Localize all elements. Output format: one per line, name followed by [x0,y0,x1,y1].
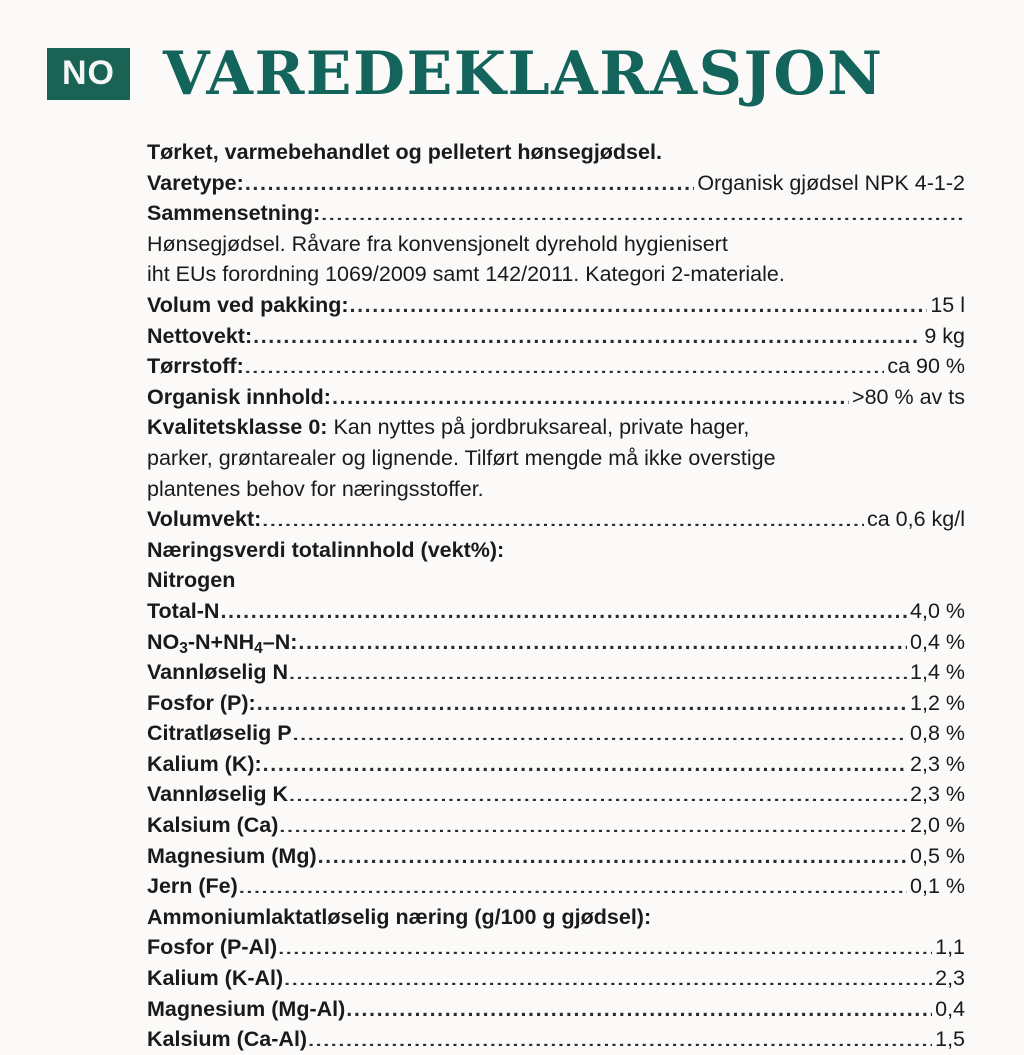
dot-leader [257,688,907,710]
al-value: 1,5 [935,1027,965,1052]
dot-leader [262,505,864,527]
row-value: ca 90 % [887,354,965,379]
nutrient-value: 0,8 % [910,721,965,746]
quality-class-line-1 [147,412,965,443]
al-row-fosfor-p-al [147,932,965,963]
dot-leader [245,168,695,190]
nutrient-label: Citratløselig P [147,721,292,746]
row-value: Organisk gjødsel NPK 4-1-2 [697,170,965,195]
row-value: 9 kg [924,323,965,348]
nutrient-row-vannloselig-n [147,657,965,688]
row-torrstoff [147,351,965,382]
dot-leader [350,290,928,312]
nutrient-value: 2,3 % [910,751,965,776]
nutrient-label: Jern (Fe) [147,874,238,899]
nutrition-heading-text: Næringsverdi totalinnhold (vekt%): [147,537,505,562]
dot-leader [308,1025,932,1047]
nutrient-value: 2,0 % [910,813,965,838]
al-row-kalium-k-al [147,963,965,994]
nutrient-value: 4,0 % [910,598,965,623]
composition-text: iht EUs forordning 1069/2009 samt 142/2011. Kategori 2-materiale. [147,262,785,287]
nutrient-label: Vannløselig N [147,660,288,685]
quality-class-label-text: Kvalitetsklasse 0: [147,415,328,440]
nutrient-label: Vannløselig K [147,782,288,807]
dot-leader [293,719,907,741]
quality-class-line-3 [147,474,965,505]
quality-class-line-2 [147,443,965,474]
nutrient-row-kalsium-ca [147,810,965,841]
al-row-kalsium-ca-al [147,1024,965,1055]
al-row-magnesium-mg-al [147,994,965,1025]
nutrition-heading [147,535,965,566]
dot-leader [284,964,932,986]
nutrient-row-total-n [147,596,965,627]
dot-leader [332,382,849,404]
row-label: Volumvekt: [147,507,262,532]
nutrient-label: Total-N [147,598,220,623]
quality-class-text: parker, grøntarealer og lignende. Tilført mengde må ikke overstige [147,445,776,470]
row-label: Nettovekt: [147,323,253,348]
dot-leader [289,658,907,680]
nutrient-row-fosfor-p [147,688,965,719]
row-organisk-innhold [147,382,965,413]
row-value: 15 l [930,292,965,317]
composition-line-1 [147,229,965,260]
composition-line-2 [147,259,965,290]
row-label: Organisk innhold: [147,384,331,409]
nutrient-label: Kalsium (Ca) [147,813,279,838]
declaration-body [147,137,965,1055]
al-soluble-heading [147,902,965,933]
dot-leader [298,627,907,649]
row-volum-ved-pakking [147,290,965,321]
dot-leader [263,749,907,771]
nutrition-subheading-nitrogen [147,565,965,596]
nutrient-value: 1,2 % [910,690,965,715]
al-label: Kalium (K-Al) [147,966,284,991]
row-varetype [147,168,965,199]
row-label: Varetype: [147,170,244,195]
al-value: 1,1 [935,935,965,960]
nutrient-row-citratloselig-p [147,718,965,749]
product-description-line [147,137,965,168]
nutrient-label: $NO_3-N+NH_4-N$: [147,629,298,657]
quality-class-label [147,412,965,443]
nutrient-label: Kalium (K): [147,751,262,776]
nutrient-value: 2,3 % [910,782,965,807]
dot-leader [253,321,921,343]
quality-class-text: plantenes behov for næringsstoffer. [147,476,484,501]
quality-class-text: Kan nyttes på jordbruksareal, private hager, [327,415,750,440]
nutrient-row-vannloselig-k [147,779,965,810]
dot-leader [220,596,907,618]
language-badge: NO [47,48,130,100]
row-nettovekt [147,321,965,352]
row-label: Volum ved pakking: [147,292,349,317]
nutrient-row-magnesium-mg [147,841,965,872]
row-volumvekt [147,504,965,535]
row-label: Sammensetning: [147,201,321,226]
al-soluble-heading-text: Ammoniumlaktatløselig næring (g/100 g gjødsel): [147,904,652,929]
row-label: Tørrstoff: [147,354,244,379]
nutrient-value: 0,1 % [910,874,965,899]
label-header [47,39,884,109]
product-description: Tørket, varmebehandlet og pelletert hønsegjødsel. [147,140,662,164]
nutrient-row-jern-fe [147,871,965,902]
nutrient-value: 0,5 % [910,843,965,868]
nutrient-value: 1,4 % [910,660,965,685]
al-label: Fosfor (P-Al) [147,935,278,960]
dot-leader [346,994,932,1016]
row-value: >80 % av ts [852,384,965,409]
row-sammensetning [147,198,965,229]
dot-leader [279,811,907,833]
al-label: Kalsium (Ca-Al) [147,1027,308,1052]
dot-leader [245,352,885,374]
nutrient-label: Fosfor (P): [147,690,256,715]
page-title: VAREDEKLARASJON [163,39,884,109]
dot-leader [278,933,932,955]
nutrient-row-kalium-k [147,749,965,780]
dot-leader [321,199,962,221]
nutrient-value: 0,4 % [910,629,965,654]
dot-leader [289,780,907,802]
al-value: 0,4 [935,996,965,1021]
dot-leader [318,841,907,863]
row-value: ca 0,6 kg/l [867,507,965,532]
composition-text: Hønsegjødsel. Råvare fra konvensjonelt dyrehold hygienisert [147,231,728,256]
nutrient-row-no3-nh4 [147,627,965,658]
al-label: Magnesium (Mg-Al) [147,996,346,1021]
al-value: 2,3 [935,966,965,991]
nutrient-label: Magnesium (Mg) [147,843,317,868]
dot-leader [239,872,907,894]
nutrition-subheading-text: Nitrogen [147,568,236,593]
